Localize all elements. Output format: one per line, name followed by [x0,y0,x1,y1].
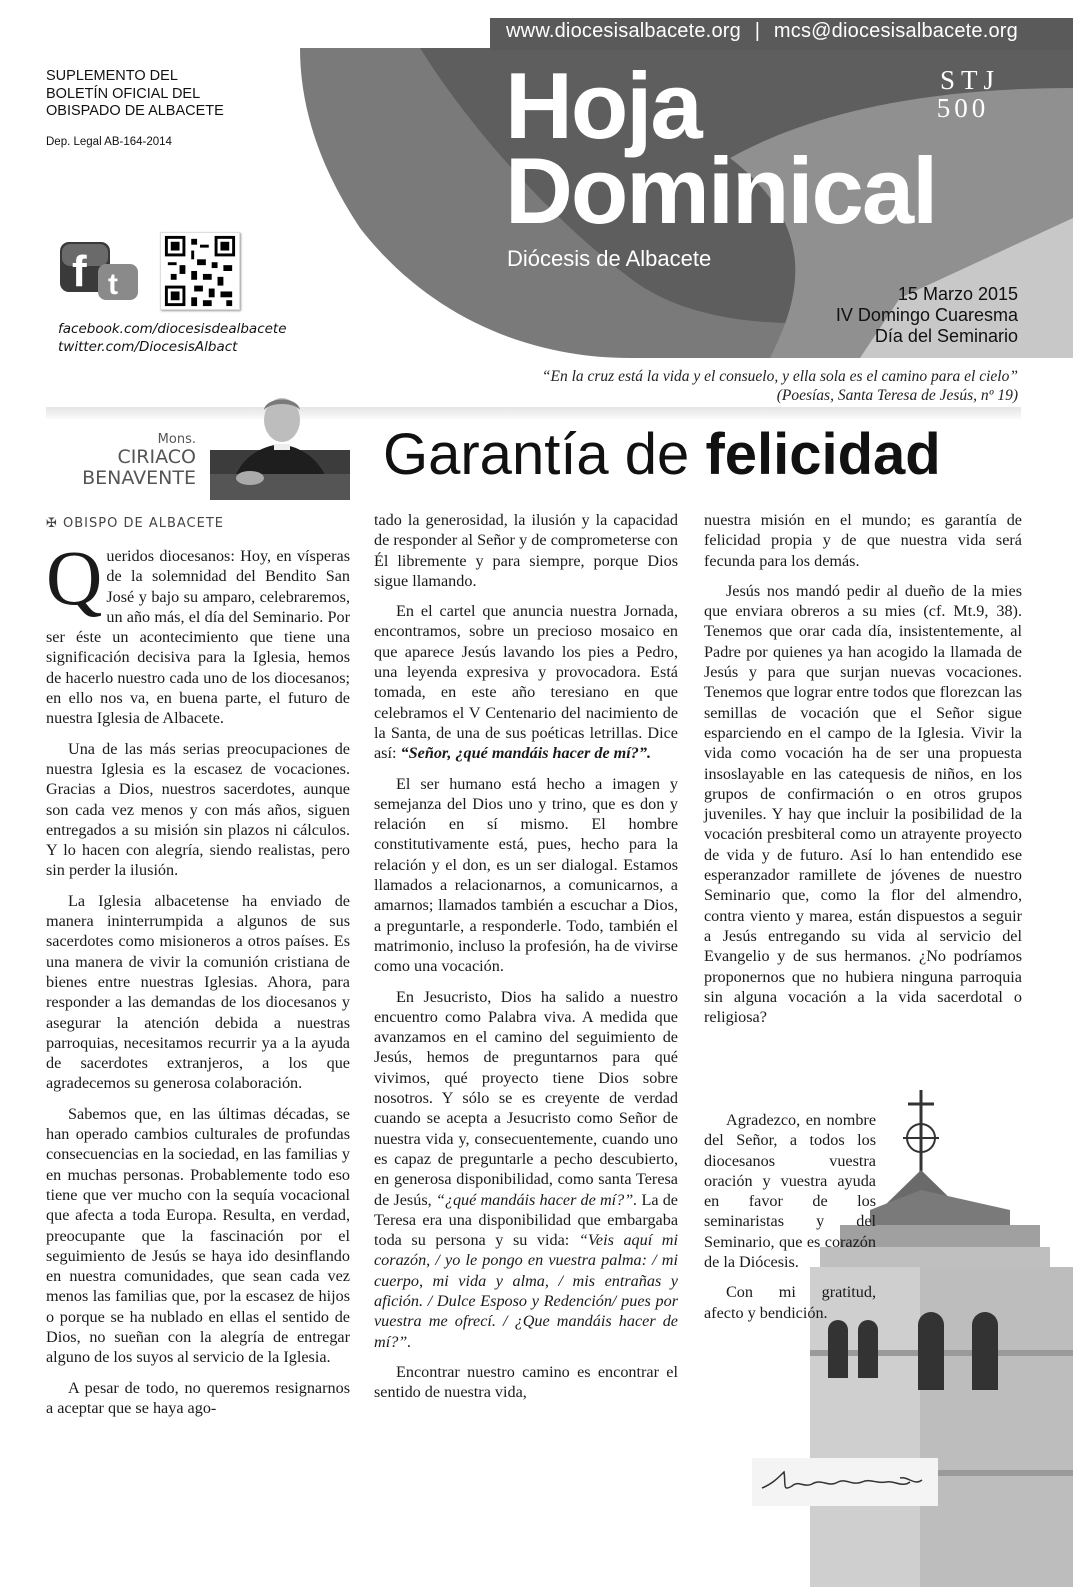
svg-text:t: t [108,268,118,301]
headline-bold: felicidad [705,422,941,487]
bishop-portrait [210,388,350,500]
paragraph: Con mi gratitud, afecto y bendición. [704,1283,876,1322]
facebook-twitter-icon[interactable] [58,240,142,302]
paragraph-text: ueridos diocesanos: Hoy, en vísperas de la solemnidad del Bendito San José y bajo su amparo, celebraremos, un año más, el día del Seminario. Por ser éste un acontecimiento que tiene una significación decisiva para la Iglesia, hemos de hacerlo nuestro cada uno de los diocesanos; en ello nos va, en buena parte, el futuro de nuestra Iglesia de Albacete. [46,547,350,728]
paragraph: Encontrar nuestro camino es encontrar el sentido de nuestra vida, [374,1362,678,1402]
paragraph: nuestra misión en el mundo; es garantía de felicidad propia y de que nuestra vida será fecunda para los demás. [704,511,1022,570]
stj-logo-line2: 500 [936,93,990,123]
paragraph [374,601,678,763]
author-title: Mons. [157,432,196,447]
author-last-name: BENAVENTE [82,467,196,489]
email-link[interactable]: mcs@diocesisalbacete.org [773,20,1018,42]
epigraph-text: “En la cruz está la vida y el consuelo, y ella sola es el camino para el cielo” [541,368,1018,385]
masthead-title-line1: Hoja [505,53,701,158]
author-first-name: CIRIACO [117,446,196,468]
article-headline [383,420,941,490]
qr-code-icon[interactable] [160,232,240,310]
facebook-link[interactable]: facebook.com/diocesisdealbacete [58,321,287,337]
author-role: ✠ OBISPO DE ALBACETE [46,516,224,531]
paragraph: tado la generosidad, la ilusión y la capacidad de responder al Señor y de comprometerse con Él libremente y para siempre, porque Dios sigue llamando. [374,511,678,590]
supplement-label [46,68,224,121]
paragraph-text: En el cartel que anuncia nuestra Jornada, encontramos, sobre un precioso mosaico en que aparece Jesús lavando los pies a Pedro, una leyenda expresiva y provocadora. Está tomada, en este año teresiano en que celebramos el V Centenario del nacimiento de la Santa, de una de sus poéticas letrillas. Dice así: [374,602,678,763]
emphasis: “¿qué mandáis hacer de mí?”. [435,1190,638,1209]
signature-image [752,1458,938,1506]
website-link[interactable]: www.diocesisalbacete.org [506,20,741,42]
article-column-3 [704,510,1022,1037]
supplement-line: OBISPADO DE ALBACETE [46,103,224,119]
issue-info [836,284,1018,347]
drop-cap: Q [46,534,103,621]
paragraph: Jesús nos mandó pedir al dueño de la mies que enviara obreros a su mies (cf. Mt.9, 38). Tenemos que orar cada día, insistentemente, al Padre por quienes ya han acogido la llamada de Jesús y para que surjan nuevas vocaciones. Tenemos que lograr entre todos que florezcan las semillas de vocación que el Señor sigue esparciendo en el campo de la Iglesia. Vivir la vida como vocación ha de ser una propuesta insoslayable en las catequesis de niños, en los grupos de confirmación o en otros grupos juveniles. Y hay que incluir la posibilidad de la vocación presbiteral como un atrayente proyecto de vida y de futuro. Así lo han entendido ese esperanzador ramillete de jóvenes de nuestro Seminario que, como la flor del almendro, contra viento y marea, están dispuestos a seguir a Jesús entregando su vida al servicio del Evangelio y de sus hermanos. ¿No podríamos proponernos que no hubiera ninguna parroquia sin alguna vocación a la vida sacerdotal o religiosa? [704,581,1022,1027]
masthead-subtitle: Diócesis de Albacete [507,246,712,271]
issue-date: 15 Marzo 2015 [897,284,1018,304]
paragraph: Agradezco, en nombre del Señor, a todos los diocesanos vuestra oración y vuestra ayuda en favor de los seminaristas y del Seminario, que es corazón de la Diócesis. [704,1111,876,1272]
article-column-2 [374,510,678,1412]
epigraph-source: (Poesías, Santa Teresa de Jesús, nº 19) [776,387,1018,404]
paragraph: Una de las más serias preocupaciones de nuestra Iglesia es la escasez de vocaciones. Gracias a Dios, nuestros sacerdotes, aunque son cada vez menos y con más años, siguen entregados a su misión sin plazos ni cálculos. Y lo hacen con alegría, siendo realistas, pero sin perder la ilusión. [46,739,350,880]
paragraph: Sabemos que, en las últimas décadas, se han operado cambios culturales de profundas consecuencias en la sociedad, en las familias y en muchas personas. Probablemente todo eso tiene que ver mucho con la sequía vocacional que afecta a toda Europa. Resulta, en verdad, preocupante que la fascinación por el seguimiento de Jesús se haya ido desinflando en nuestra comunidades, que sean cada vez menos las familias que, por la escasez de hijos o porque se ha nublado en ellas el sentido de Dios, no sueñan con la alegría de entregar alguno de los suyos al servicio de la Iglesia. [46,1104,350,1367]
epigraph [542,367,1018,405]
social-links [58,320,287,356]
divider [46,407,1021,419]
paragraph: A pesar de todo, no queremos resignarnos a aceptar que se haya ago- [46,1378,350,1417]
article-column-1 [46,534,350,1428]
supplement-line: BOLETÍN OFICIAL DEL [46,85,201,102]
emphasis: “Señor, ¿qué mandáis hacer de mí?”. [400,744,652,763]
signature-area [752,1458,938,1506]
headline-regular: Garantía de [383,422,706,487]
paragraph [374,987,678,1352]
stj-500-logo [936,65,1001,123]
paragraph: La Iglesia albacetense ha enviado de manera ininterrumpida a algunos de sus sacerdotes como misioneros a otros países. Es una manera de vivir la comunión cristiana de bienes entre nuestras Iglesias. Ahora, para responder a las demandas de los diocesanos y asegurar la atención debida a nuestras parroquias, necesitamos recurrir ya a la ayuda de sacerdotes extranjeros, a los que agradecemos su generosa colaboración. [46,891,350,1093]
contact-links [506,20,1018,43]
issue-day: Día del Seminario [874,326,1018,346]
supplement-line: SUPLEMENTO DEL [46,68,178,84]
paragraph-text: La de Teresa era una disponibilidad que embargaba toda su persona y su vida: [374,1190,678,1250]
masthead-title-line2: Dominical [505,138,937,243]
article-column-3-closing [704,1110,876,1333]
author-name [46,432,196,489]
poem-quote: “Veis aquí mi corazón, / yo le pongo en vuestra palma: / mi cuerpo, mi vida y alma, / mis entrañas y afición. / Dulce Esposo y Redención/ pues por vuestra me ofrecí. / ¿Que mandáis hacer de mí?”. [374,1231,678,1351]
stj-logo-line1: STJ [940,65,1001,95]
twitter-link[interactable]: twitter.com/DiocesisAlbact [58,339,238,355]
paragraph [46,534,350,729]
separator: | [754,20,761,42]
legal-deposit: Dep. Legal AB-164-2014 [46,136,172,148]
paragraph: El ser humano está hecho a imagen y semejanza del Dios uno y trino, que es don y relación en sí mismo. El hombre constitutivamente está, pues, hecho para la relación y el don, es un ser dialogal. Estamos llamados a relacionarnos, a comunicarnos, a amarnos; llamados también a escuchar a Dios, a preguntarle, a responderle. Todo, también el matrimonio, incluso la profesión, ha de vivirse como una vocación. [374,774,678,976]
svg-text:f: f [72,247,87,296]
issue-sunday: IV Domingo Cuaresma [835,305,1018,325]
paragraph-text: En Jesucristo, Dios ha salido a nuestro encuentro como Palabra viva. A medida que avanzamos en el camino del seguimiento de Jesús, hemos de preguntarnos para qué vivimos, qué proyecto tiene Dios sobre nosotros. Y sólo se es creyente de verdad cuando se acepta a Jesucristo como Señor de nuestra vida y, consecuentemente, cuando uno es capaz de preguntarle a pecho descubierto, en generosa disponibilidad, como santa Teresa de Jesús, [374,987,678,1209]
